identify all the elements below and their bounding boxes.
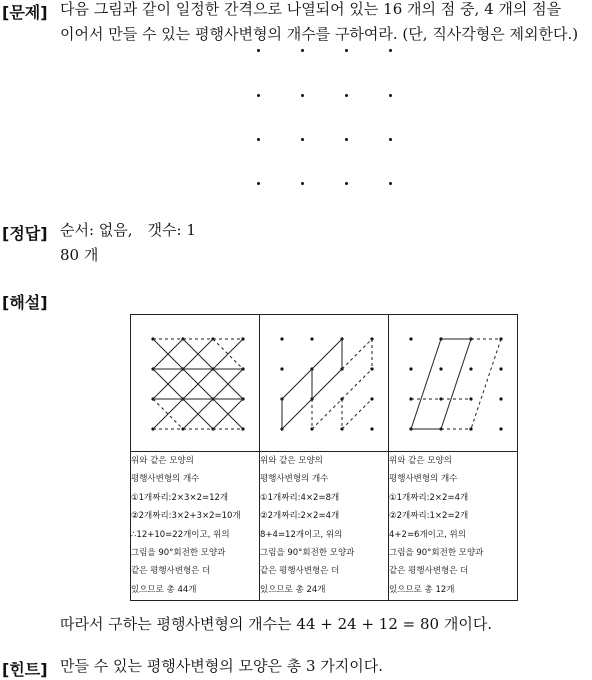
grid-dot [389,94,392,97]
figure-cell-3 [389,315,518,452]
answer-label: [정답] [2,224,48,243]
cell2-line: 있으므로 총 24개 [260,584,326,595]
grid-dot [301,182,304,185]
cell2-line: ②2개짜리:2×2=4개 [260,511,340,522]
cell3-line: 4+2=6개이고, 위의 [389,529,466,540]
cell3-line: 같은 평행사변형은 더 [389,566,469,577]
problem-text-line1: 다음 그림과 같이 일정한 간격으로 나열되어 있는 16 개의 점 중, 4 개의 점을 [60,0,562,18]
cell2-line: 그림을 90°회전한 모양과 [260,548,355,559]
explanation-cell-3 [389,452,518,601]
grid-dot [257,182,260,185]
cell3-line: 그림을 90°회전한 모양과 [389,548,484,559]
grid-dot [345,49,348,52]
cell1-line: 있으므로 총 44개 [131,584,197,595]
cell1-line: ∴12+10=22개이고, 위의 [131,529,230,540]
grid-dot [345,94,348,97]
explanation-label: [해설] [2,293,48,312]
grid-dot [301,94,304,97]
explanation-cell-2 [260,452,389,601]
cell2-line: 평행사변형의 개수 [260,474,329,485]
parallelogram-figure-1 [131,315,259,447]
cell1-line: 위와 같은 모양의 [131,456,194,466]
grid-dot [301,138,304,141]
grid-dot [257,94,260,97]
grid-dot [389,182,392,185]
cell1-line: 그림을 90°회전한 모양과 [131,548,226,559]
hint-text: 만들 수 있는 평행사변형의 모양은 총 3 가지이다. [60,657,383,675]
grid-dot [389,49,392,52]
grid-dot [345,182,348,185]
cell1-line: 같은 평행사변형은 더 [131,566,211,577]
grid-dot [389,138,392,141]
parallelogram-figure-2 [260,315,388,447]
parallelogram-figure-3 [389,315,517,447]
hint-label: [힌트] [2,660,48,679]
explanation-cell-1 [131,452,260,601]
cell2-line: 8+4=12개이고, 위의 [260,529,343,540]
cell1-line: ①1개짜리:2×3×2=12개 [131,492,229,503]
explanation-conclusion: 따라서 구하는 평행사변형의 개수는 44 + 24 + 12 = 80 개이다. [60,615,493,633]
cell2-line: ①1개짜리:4×2=8개 [260,492,340,503]
cell2-line: 위와 같은 모양의 [260,456,323,466]
grid-dot [301,49,304,52]
cell3-line: 평행사변형의 개수 [389,474,458,485]
grid-dot [345,138,348,141]
figure-cell-2 [260,315,389,452]
problem-label: [문제] [2,3,48,22]
cell3-line: ①1개짜리:2×2=4개 [389,492,469,503]
figure-cell-1 [131,315,260,452]
cell1-line: 평행사변형의 개수 [131,474,200,485]
grid-dot [257,49,260,52]
explanation-table [130,314,518,601]
grid-dot [257,138,260,141]
cell3-line: 있으므로 총 12개 [389,584,455,595]
cell1-line: ②2개짜리:3×2+3×2=10개 [131,511,241,522]
cell3-line: 위와 같은 모양의 [389,456,452,466]
cell3-line: ②2개짜리:1×2=2개 [389,511,469,522]
cell2-line: 같은 평행사변형은 더 [260,566,340,577]
answer-text-line1: 순서: 없음, 갯수: 1 [60,221,196,239]
answer-text-line2: 80 개 [60,246,99,264]
problem-text-line2: 이어서 만들 수 있는 평행사변형의 개수를 구하여라. (단, 직사각형은 제외한다.) [60,25,579,43]
